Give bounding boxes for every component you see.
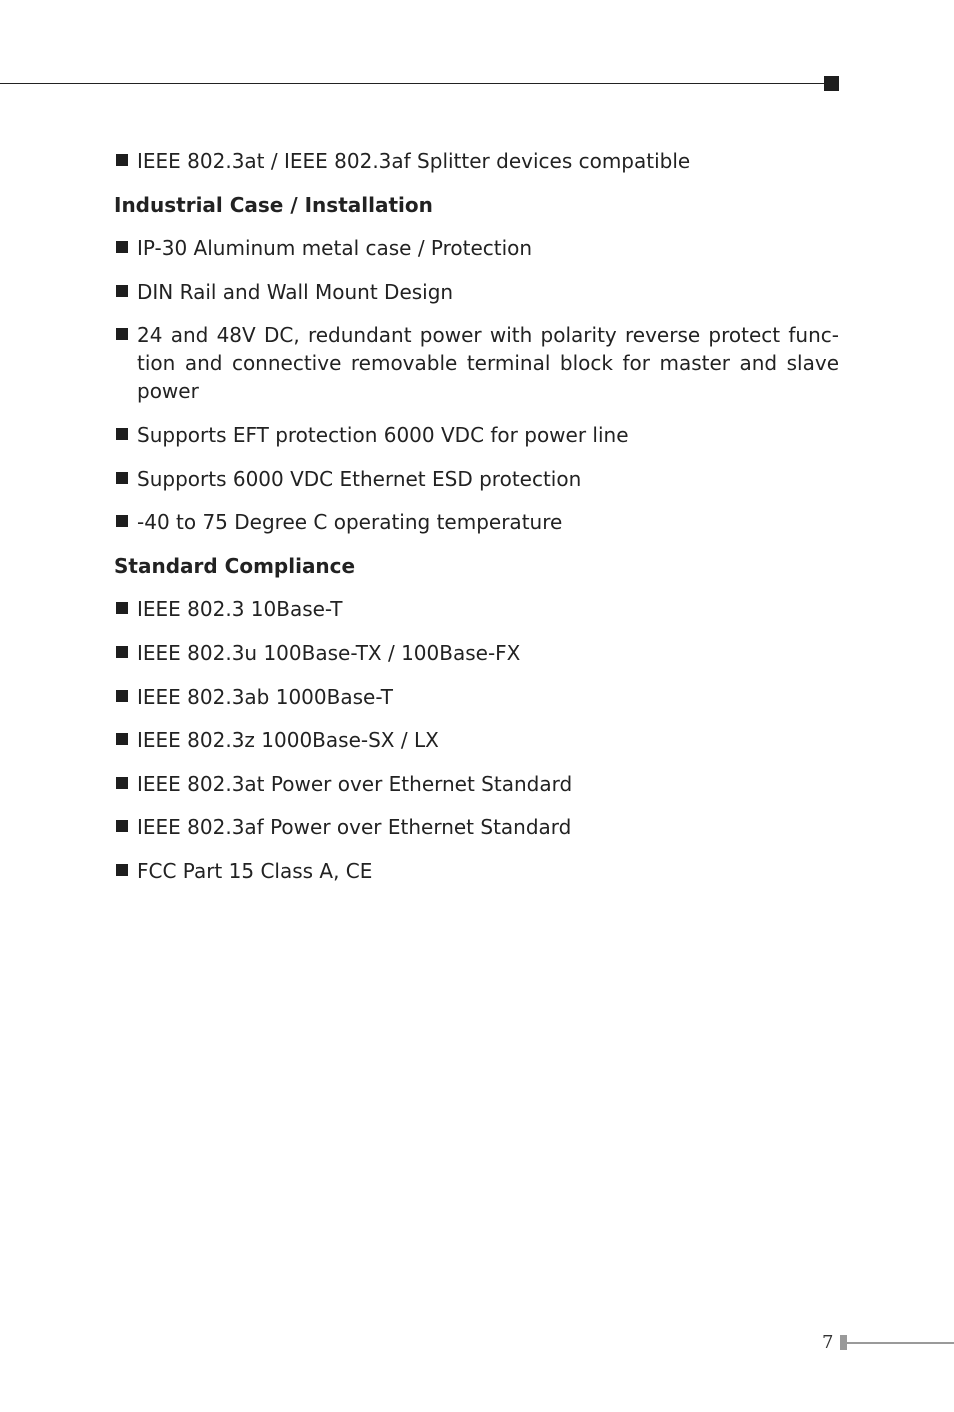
list-item-text: IEEE 802.3z 1000Base-SX / LX: [137, 728, 439, 753]
square-bullet-icon: [116, 241, 128, 253]
footer-rule: [847, 1342, 954, 1344]
list-item: [114, 421, 839, 449]
list-item-text: IEEE 802.3u 100Base-TX / 100Base-FX: [137, 640, 521, 665]
list-item-text: Supports 6000 VDC Ethernet ESD protection: [137, 466, 582, 491]
list-item-text: IEEE 802.3at / IEEE 802.3af Splitter devices compatible: [137, 149, 691, 173]
page-content: [114, 147, 839, 901]
square-bullet-icon: [116, 428, 128, 440]
list-item: [114, 465, 839, 493]
square-bullet-icon: [116, 777, 128, 789]
square-bullet-icon: [116, 515, 128, 527]
list-item-text: 24 and 48V DC, redundant power with polarity reverse protect func-tion and connective removable terminal block for master and slave power: [137, 323, 839, 404]
square-bullet-icon: [116, 602, 128, 614]
list-item: [114, 639, 839, 667]
list-item-text: IEEE 802.3ab 1000Base-T: [137, 684, 393, 709]
list-item: [114, 147, 839, 175]
list-item: [114, 595, 839, 623]
square-bullet-icon: [116, 328, 128, 340]
list-item: [114, 813, 839, 841]
list-item-text: IP-30 Aluminum metal case / Protection: [137, 236, 533, 261]
list-item: [114, 770, 839, 798]
footer-tab-marker: [840, 1335, 847, 1350]
list-item-text: IEEE 802.3 10Base-T: [137, 597, 343, 622]
list-item-text: IEEE 802.3at Power over Ethernet Standard: [137, 771, 573, 796]
section-heading-industrial: Industrial Case / Installation: [114, 192, 433, 217]
list-item-text: -40 to 75 Degree C operating temperature: [137, 510, 563, 535]
list-item-text: FCC Part 15 Class A, CE: [137, 858, 373, 883]
list-item: [114, 857, 839, 885]
square-bullet-icon: [116, 285, 128, 297]
square-bullet-icon: [116, 820, 128, 832]
header-square-marker: [824, 76, 839, 91]
list-item-text: Supports EFT protection 6000 VDC for power line: [137, 422, 629, 447]
square-bullet-icon: [116, 472, 128, 484]
list-item: [114, 508, 839, 536]
section-heading-standard: Standard Compliance: [114, 553, 356, 578]
list-item-text: DIN Rail and Wall Mount Design: [137, 279, 454, 304]
page-number: 7: [822, 1332, 834, 1353]
list-item: [114, 683, 839, 711]
list-item: [114, 726, 839, 754]
header-rule: [0, 83, 826, 84]
square-bullet-icon: [116, 154, 128, 166]
square-bullet-icon: [116, 864, 128, 876]
list-item-text: IEEE 802.3af Power over Ethernet Standard: [137, 815, 572, 840]
list-item: [114, 321, 839, 405]
list-item: [114, 278, 839, 306]
square-bullet-icon: [116, 733, 128, 745]
square-bullet-icon: [116, 646, 128, 658]
square-bullet-icon: [116, 690, 128, 702]
list-item: [114, 234, 839, 262]
